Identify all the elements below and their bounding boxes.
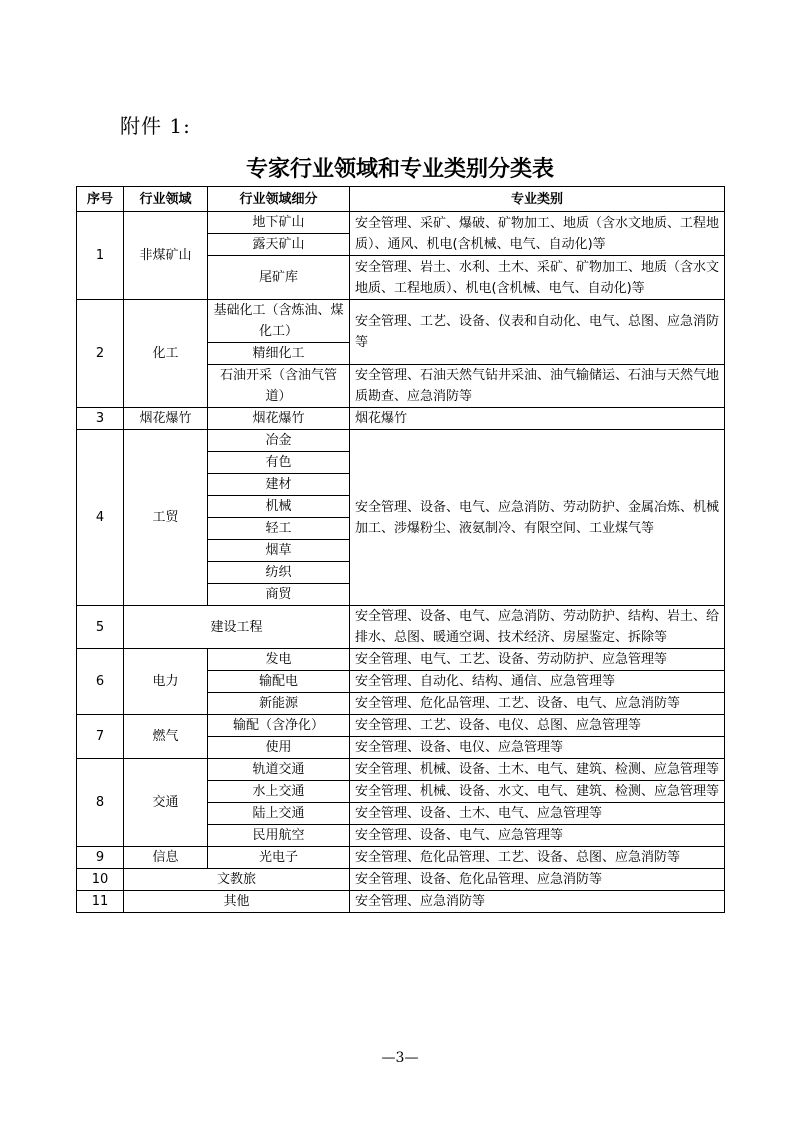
row-category: 安全管理、采矿、爆破、矿物加工、地质（含水文地质、工程地质）、通风、机电(含机械、电气、自动化)等 [350, 212, 725, 256]
page-number: —3— [381, 1050, 419, 1066]
row-field: 电力 [124, 649, 208, 715]
row-category: 安全管理、设备、电气、应急消防、劳动防护、结构、岩土、给排水、总图、暖通空调、技术经济、房屋鉴定、拆除等 [350, 606, 725, 649]
header-field: 行业领域 [124, 187, 208, 212]
row-field: 烟花爆竹 [124, 408, 208, 430]
row-subfield: 新能源 [208, 693, 350, 715]
table-header-row [77, 187, 725, 212]
table-row [77, 300, 725, 343]
row-category: 安全管理、设备、危化品管理、应急消防等 [350, 869, 725, 891]
row-field: 建设工程 [124, 606, 350, 649]
row-number: 1 [77, 212, 124, 300]
row-number: 9 [77, 847, 124, 869]
row-field: 燃气 [124, 715, 208, 759]
row-field: 工贸 [124, 430, 208, 606]
row-field: 其他 [124, 891, 350, 913]
row-subfield: 建材 [208, 474, 350, 496]
table-row [77, 606, 725, 649]
row-subfield: 轻工 [208, 518, 350, 540]
classification-table [76, 186, 725, 913]
row-number: 4 [77, 430, 124, 606]
row-subfield: 轨道交通 [208, 759, 350, 781]
row-category: 安全管理、应急消防等 [350, 891, 725, 913]
row-category: 安全管理、设备、电气、应急管理等 [350, 825, 725, 847]
row-subfield: 民用航空 [208, 825, 350, 847]
row-subfield: 商贸 [208, 584, 350, 606]
row-field: 交通 [124, 759, 208, 847]
table-row [77, 891, 725, 913]
row-number: 7 [77, 715, 124, 759]
row-field: 信息 [124, 847, 208, 869]
row-subfield: 使用 [208, 737, 350, 759]
table-row [77, 847, 725, 869]
row-field: 化工 [124, 300, 208, 408]
row-category: 安全管理、自动化、结构、通信、应急管理等 [350, 671, 725, 693]
row-subfield: 输配（含净化） [208, 715, 350, 737]
row-category: 安全管理、危化品管理、工艺、设备、电气、应急消防等 [350, 693, 725, 715]
row-subfield: 陆上交通 [208, 803, 350, 825]
row-category: 安全管理、设备、电仪、应急管理等 [350, 737, 725, 759]
row-field: 文教旅 [124, 869, 350, 891]
row-subfield: 石油开采（含油气管道） [208, 365, 350, 408]
table-row [77, 430, 725, 452]
row-number: 6 [77, 649, 124, 715]
header-number: 序号 [77, 187, 124, 212]
row-field: 非煤矿山 [124, 212, 208, 300]
header-category: 专业类别 [350, 187, 725, 212]
table-row [77, 408, 725, 430]
row-subfield: 光电子 [208, 847, 350, 869]
row-number: 2 [77, 300, 124, 408]
row-subfield: 烟草 [208, 540, 350, 562]
row-subfield: 发电 [208, 649, 350, 671]
row-category: 安全管理、机械、设备、水文、电气、建筑、检测、应急管理等 [350, 781, 725, 803]
row-subfield: 基础化工（含炼油、煤化工） [208, 300, 350, 343]
row-category: 安全管理、工艺、设备、仪表和自动化、电气、总图、应急消防等 [350, 300, 725, 365]
row-number: 5 [77, 606, 124, 649]
row-category: 安全管理、设备、电气、应急消防、劳动防护、金属冶炼、机械加工、涉爆粉尘、液氨制冷、有限空间、工业煤气等 [350, 430, 725, 606]
row-subfield: 露天矿山 [208, 234, 350, 256]
table-row [77, 212, 725, 234]
row-category: 安全管理、岩土、水利、土木、采矿、矿物加工、地质（含水文地质、工程地质）、机电(含机械、电气、自动化)等 [350, 256, 725, 300]
row-category: 安全管理、危化品管理、工艺、设备、总图、应急消防等 [350, 847, 725, 869]
row-category: 安全管理、电气、工艺、设备、劳动防护、应急管理等 [350, 649, 725, 671]
row-category: 烟花爆竹 [350, 408, 725, 430]
row-category: 安全管理、工艺、设备、电仪、总图、应急管理等 [350, 715, 725, 737]
row-subfield: 尾矿库 [208, 256, 350, 300]
row-subfield: 精细化工 [208, 343, 350, 365]
row-subfield: 烟花爆竹 [208, 408, 350, 430]
row-subfield: 机械 [208, 496, 350, 518]
row-number: 8 [77, 759, 124, 847]
row-subfield: 有色 [208, 452, 350, 474]
row-subfield: 水上交通 [208, 781, 350, 803]
table-row [77, 649, 725, 671]
row-subfield: 地下矿山 [208, 212, 350, 234]
row-category: 安全管理、机械、设备、土木、电气、建筑、检测、应急管理等 [350, 759, 725, 781]
table-row [77, 759, 725, 781]
header-subfield: 行业领域细分 [208, 187, 350, 212]
row-number: 11 [77, 891, 124, 913]
row-number: 10 [77, 869, 124, 891]
row-category: 安全管理、设备、土木、电气、应急管理等 [350, 803, 725, 825]
attachment-label: 附件 1: [120, 114, 191, 138]
row-subfield: 冶金 [208, 430, 350, 452]
row-subfield: 输配电 [208, 671, 350, 693]
row-subfield: 纺织 [208, 562, 350, 584]
page-title: 专家行业领域和专业类别分类表 [245, 157, 554, 182]
row-number: 3 [77, 408, 124, 430]
row-category: 安全管理、石油天然气钻井采油、油气输储运、石油与天然气地质勘查、应急消防等 [350, 365, 725, 408]
table-row [77, 869, 725, 891]
table-row [77, 715, 725, 737]
